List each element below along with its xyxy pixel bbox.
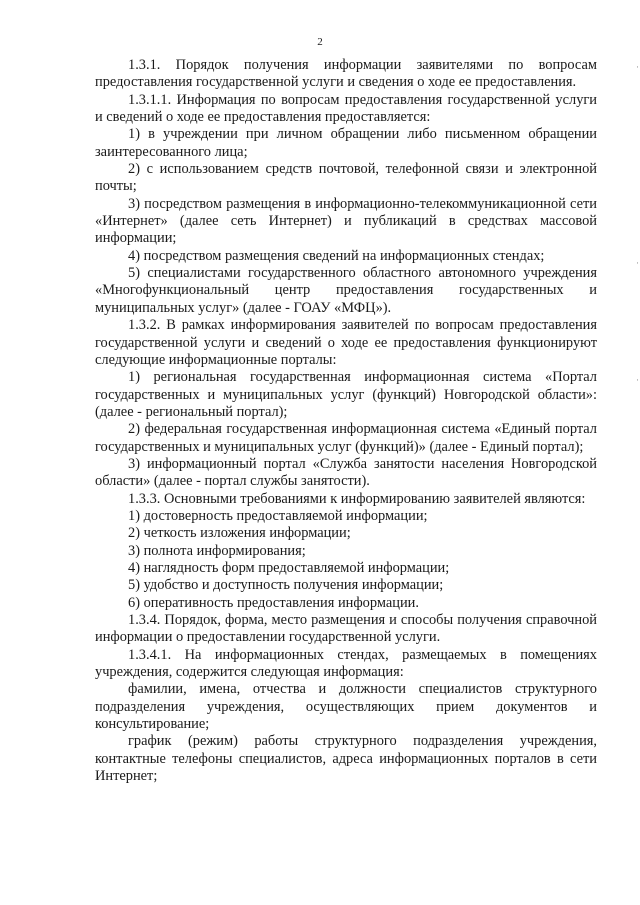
paragraph-1-3-4-1: 1.3.4.1. На информационных стендах, размещаемых в помещениях учреждения, содержится следующая информация: bbox=[95, 646, 597, 681]
paragraph-1-3-4: 1.3.4. Порядок, форма, место размещения и способы получения справочной информации о предоставлении государственной услуги. bbox=[95, 612, 597, 646]
list-item-regional-portal: 1) региональная государственная информационная система «Портал государственных и муниципальных услуг (функций) Новгородской области»: (далее - региональный портал); bbox=[95, 369, 597, 420]
requirement-promptness: 6) оперативность предоставления информации. bbox=[128, 594, 419, 611]
stand-info-specialists: фамилии, имена, отчества и должности специалистов структурного подразделения учреждения, осуществляющих прием документов и консультирование; bbox=[95, 681, 597, 733]
stand-info-schedule: график (режим) работы структурного подразделения учреждения, контактные телефоны специалистов, адреса информационных порталов в сети Интернет; bbox=[95, 733, 597, 785]
list-item-federal-portal: 2) федеральная государственная информационная система «Единый портал государственных и муниципальных услуг (функций)» (далее - Единый портал); bbox=[95, 421, 597, 455]
paragraph-1-3-1: 1.3.1. Порядок получения информации заявителями по вопросам предоставления государственной услуги и сведения о ходе ее предоставления. bbox=[95, 57, 597, 91]
paragraph-1-3-2: 1.3.2. В рамках информирования заявителей по вопросам предоставления государственной услуги и сведений о ходе ее предоставления функционируют следующие информационные порталы: bbox=[95, 317, 597, 368]
requirement-reliability: 1) достоверность предоставляемой информации; bbox=[128, 507, 428, 524]
paragraph-1-3-3: 1.3.3. Основными требованиями к информированию заявителей являются: bbox=[128, 490, 586, 507]
list-item-employment-portal: 3) информационный портал «Служба занятости населения Новгородской области» (далее - портал службы занятости). bbox=[95, 455, 597, 490]
list-item-mail-phone: 2) с использованием средств почтовой, телефонной связи и электронной почты; bbox=[95, 161, 597, 195]
list-item-personal-request: 1) в учреждении при личном обращении либо письменном обращении заинтересованного лица; bbox=[95, 126, 597, 160]
list-item-internet: 3) посредством размещения в информационно-телекоммуникационной сети «Интернет» (далее сеть Интернет) и публикаций в средствах массовой информации; bbox=[95, 195, 597, 247]
margin-mark: · bbox=[636, 375, 639, 385]
document-body bbox=[95, 57, 597, 785]
margin-mark: · bbox=[636, 258, 639, 268]
list-item-stands: 4) посредством размещения сведений на информационных стендах; bbox=[128, 247, 545, 264]
requirement-visibility: 4) наглядность форм предоставляемой информации; bbox=[128, 559, 450, 576]
requirement-clarity: 2) четкость изложения информации; bbox=[128, 525, 351, 542]
requirement-convenience: 5) удобство и доступность получения информации; bbox=[128, 577, 444, 594]
requirement-completeness: 3) полнота информирования; bbox=[128, 542, 306, 559]
margin-mark: · bbox=[636, 62, 639, 72]
list-item-mfc: 5) специалистами государственного областного автономного учреждения «Многофункциональный центр предоставления государственных и муниципальных услуг» (далее - ГОАУ «МФЦ»). bbox=[95, 265, 597, 316]
paragraph-1-3-1-1: 1.3.1.1. Информация по вопросам предоставления государственной услуги и сведений о ходе ее предоставления предоставляется: bbox=[95, 91, 597, 126]
page-number: 2 bbox=[317, 36, 323, 48]
